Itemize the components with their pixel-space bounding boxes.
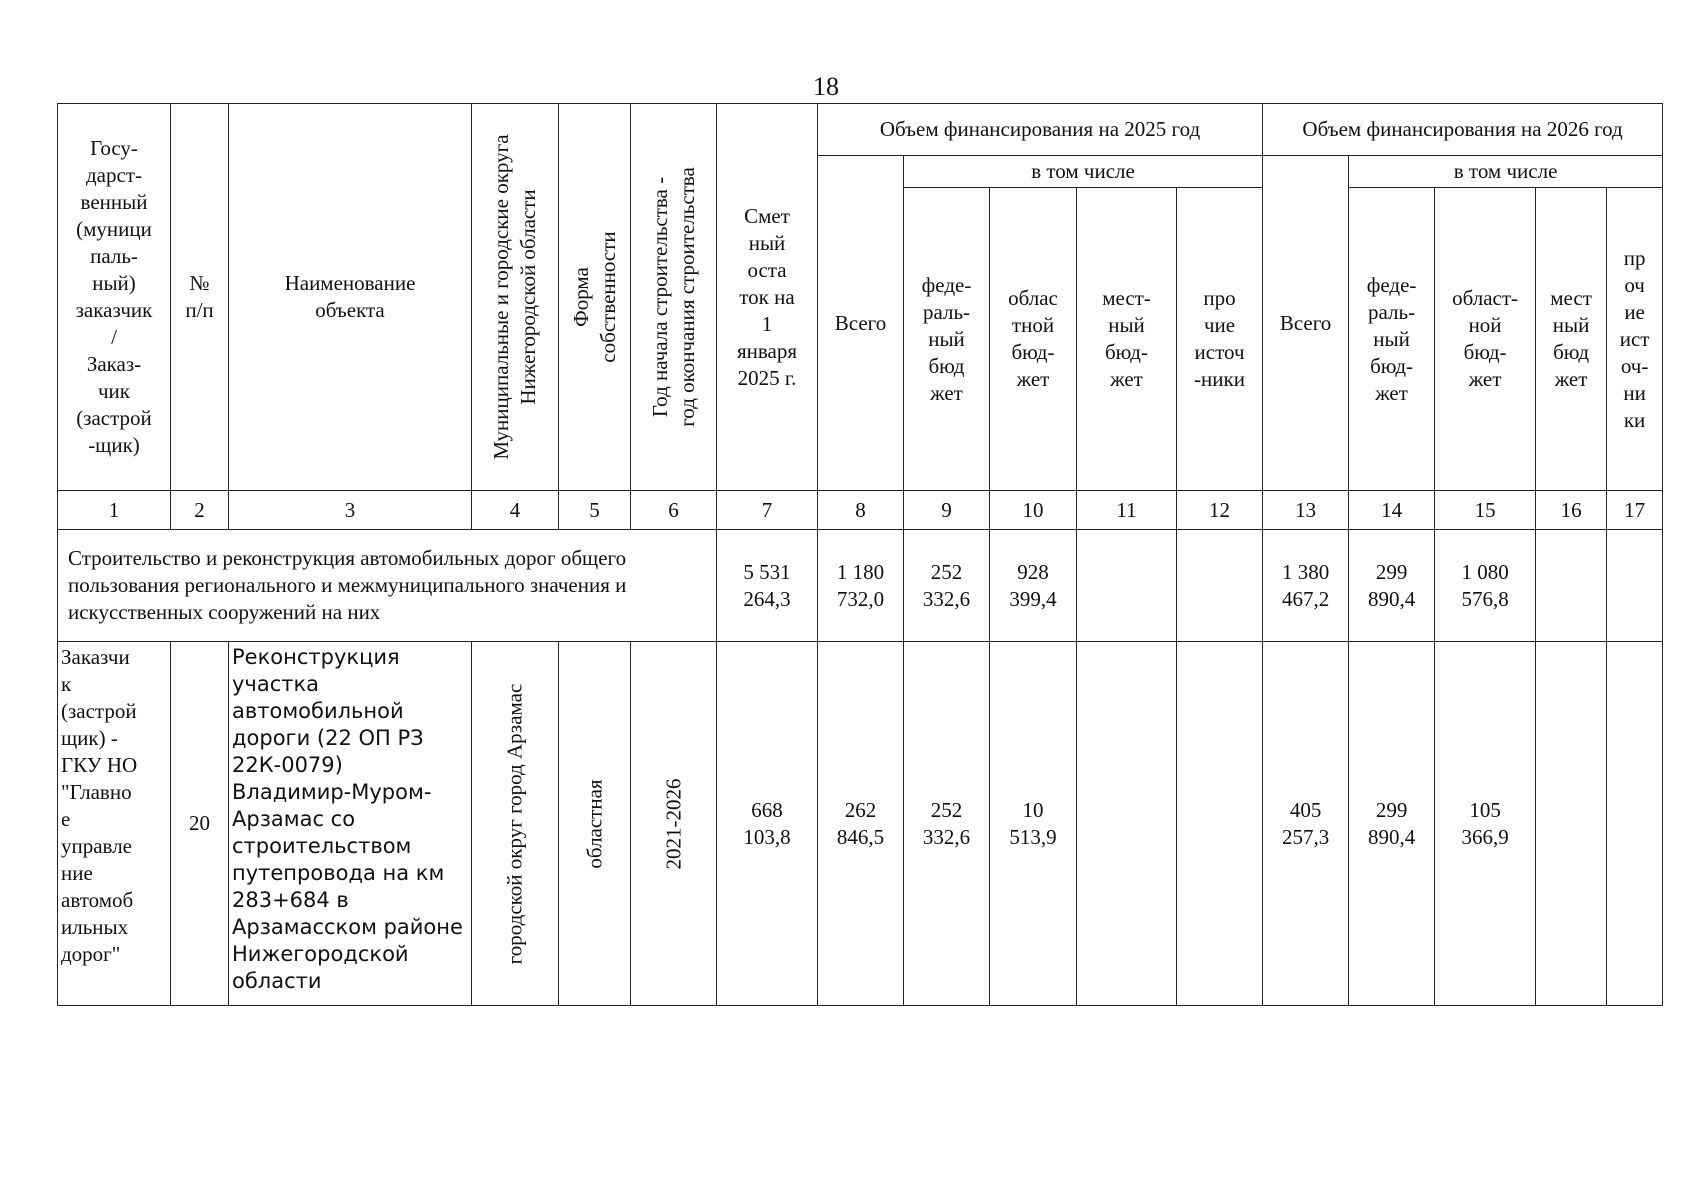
column-number: 4 — [472, 491, 559, 530]
column-number: 7 — [717, 491, 818, 530]
header-including-2026: в том числе — [1349, 156, 1663, 188]
section-title: Строительство и реконструкция автомобильных дорог общего пользования регионального и межмуниципального значения и искусственных сооружений на них — [58, 530, 717, 642]
column-number: 6 — [631, 491, 717, 530]
header-regional-2026: област- ной бюд- жет — [1435, 188, 1536, 491]
row-other-2025 — [1177, 642, 1263, 1006]
section-federal-2026: 299 890,4 — [1349, 530, 1435, 642]
header-ownership — [559, 104, 631, 491]
row-balance: 668 103,8 — [717, 642, 818, 1006]
header-federal-2026: феде- раль- ный бюд- жет — [1349, 188, 1435, 491]
header-financing-2026: Объем финансирования на 2026 год — [1263, 104, 1663, 156]
row-district — [472, 642, 559, 1006]
row-total-2025: 262 846,5 — [818, 642, 904, 1006]
header-regional-2025: облас тной бюд- жет — [990, 188, 1077, 491]
row-years-text: 2021-2026 — [661, 778, 685, 869]
row-other-2026 — [1607, 642, 1663, 1006]
column-number: 2 — [171, 491, 229, 530]
row-years — [631, 642, 717, 1006]
section-other-2025 — [1177, 530, 1263, 642]
header-local-2026: мест ный бюд жет — [1536, 188, 1607, 491]
header-including-2025: в том числе — [904, 156, 1263, 188]
column-number: 12 — [1177, 491, 1263, 530]
financing-table — [57, 103, 1663, 1006]
column-number: 9 — [904, 491, 990, 530]
row-ownership-text: областная — [582, 778, 606, 869]
header-district-text: Муниципальные и городские округа Нижегородской области — [489, 134, 540, 460]
row-district-text: городской округ город Арзамас — [502, 683, 527, 964]
column-number: 3 — [229, 491, 472, 530]
header-total-2026: Всего — [1263, 156, 1349, 491]
row-local-2025 — [1077, 642, 1177, 1006]
header-financing-2025: Объем финансирования на 2025 год — [818, 104, 1263, 156]
row-customer: Заказчи к (застрой щик) - ГКУ НО "Главно е управле ние автомоб ильных дорог" — [58, 642, 171, 1006]
section-regional-2026: 1 080 576,8 — [1435, 530, 1536, 642]
column-number: 10 — [990, 491, 1077, 530]
row-ownership — [559, 642, 631, 1006]
section-total-2026: 1 380 467,2 — [1263, 530, 1349, 642]
header-number: № п/п — [171, 104, 229, 491]
header-balance: Смет ный оста ток на 1 января 2025 г. — [717, 104, 818, 491]
header-ownership-text: Форма собственности — [568, 231, 620, 363]
header-other-2026: пр оч ие ист оч- ни ки — [1607, 188, 1663, 491]
header-years-text: Год начала строительства - год окончания строительства — [647, 167, 699, 427]
row-regional-2025: 10 513,9 — [990, 642, 1077, 1006]
row-local-2026 — [1536, 642, 1607, 1006]
column-number: 5 — [559, 491, 631, 530]
section-local-2026 — [1536, 530, 1607, 642]
header-total-2025: Всего — [818, 156, 904, 491]
row-federal-2026: 299 890,4 — [1349, 642, 1435, 1006]
column-number: 1 — [58, 491, 171, 530]
section-total-2025: 1 180 732,0 — [818, 530, 904, 642]
row-federal-2025: 252 332,6 — [904, 642, 990, 1006]
row-total-2026: 405 257,3 — [1263, 642, 1349, 1006]
section-federal-2025: 252 332,6 — [904, 530, 990, 642]
column-number: 17 — [1607, 491, 1663, 530]
header-other-2025: про чие источ -ники — [1177, 188, 1263, 491]
header-object-name: Наименование объекта — [229, 104, 472, 491]
header-customer: Госу- дарст- венный (муници паль- ный) заказчик / Заказ- чик (застрой -щик) — [58, 104, 171, 491]
row-regional-2026: 105 366,9 — [1435, 642, 1536, 1006]
section-regional-2025: 928 399,4 — [990, 530, 1077, 642]
page-number: 18 — [813, 72, 839, 101]
column-number: 8 — [818, 491, 904, 530]
row-object-name: Реконструкция участка автомобильной дороги (22 ОП РЗ 22К-0079) Владимир-Муром- Арзамас со строительством путепровода на км 283+684 в Арзамасском районе Нижегородской области — [229, 642, 472, 1006]
column-number: 16 — [1536, 491, 1607, 530]
header-federal-2025: феде- раль- ный бюд жет — [904, 188, 990, 491]
section-other-2026 — [1607, 530, 1663, 642]
column-number: 14 — [1349, 491, 1435, 530]
section-balance: 5 531 264,3 — [717, 530, 818, 642]
row-number: 20 — [171, 642, 229, 1006]
header-years — [631, 104, 717, 491]
header-local-2025: мест- ный бюд- жет — [1077, 188, 1177, 491]
section-local-2025 — [1077, 530, 1177, 642]
column-number: 11 — [1077, 491, 1177, 530]
header-district — [472, 104, 559, 491]
column-number: 15 — [1435, 491, 1536, 530]
column-number: 13 — [1263, 491, 1349, 530]
